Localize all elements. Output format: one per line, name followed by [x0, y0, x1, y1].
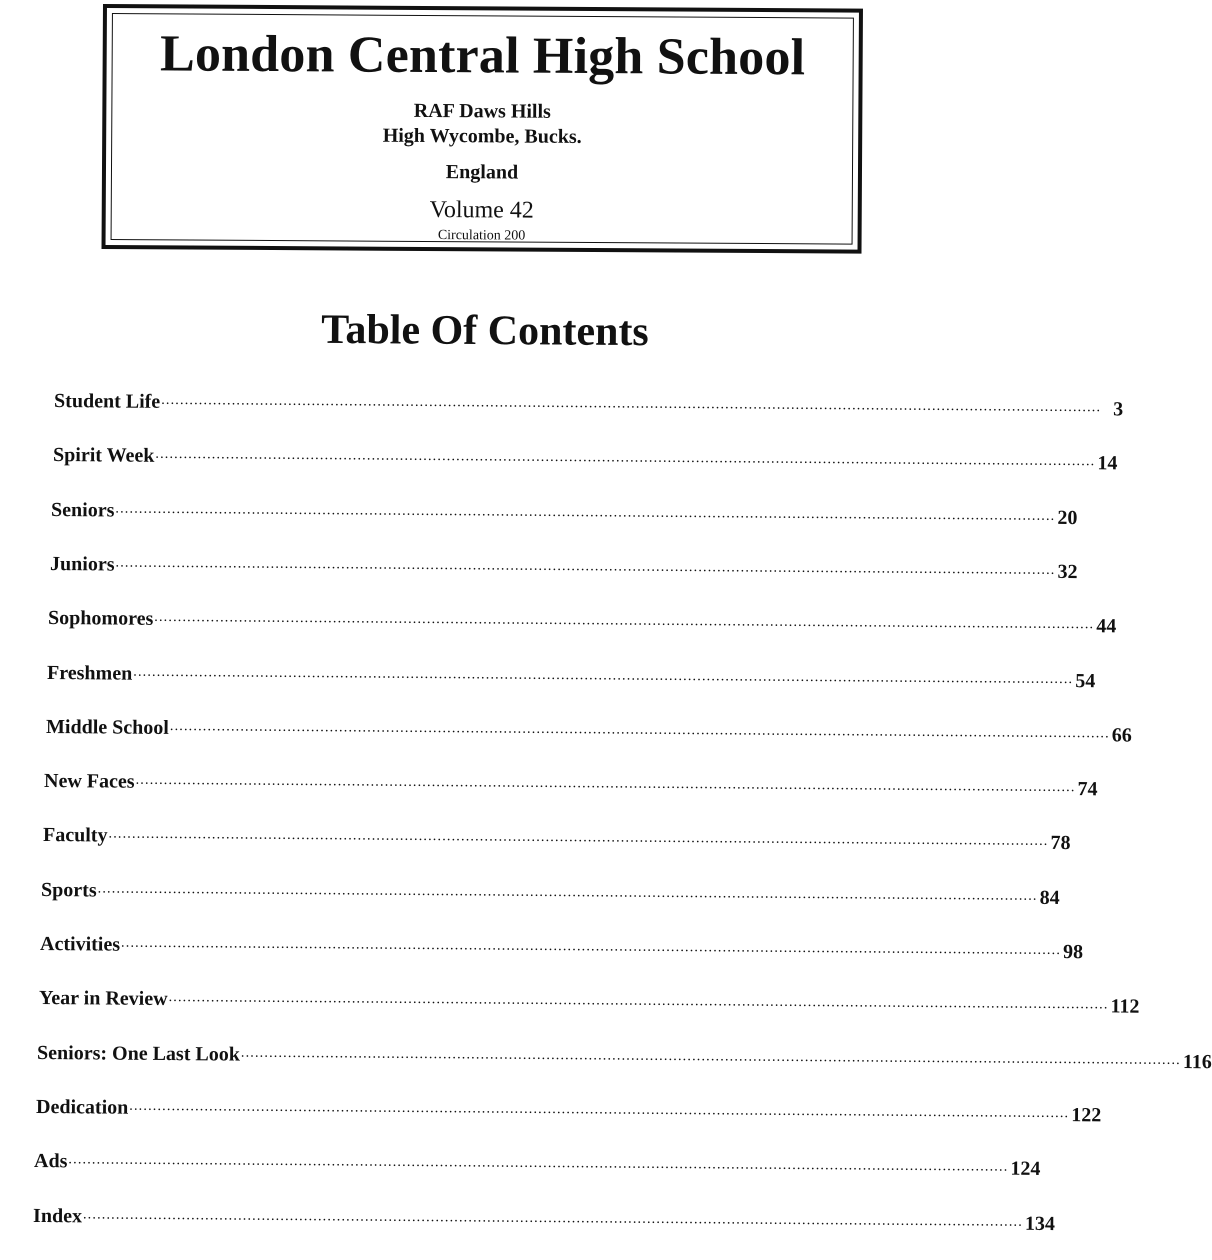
toc-entry [44, 766, 1098, 801]
toc-dot-leader: ........................................................................................................................................................................................................ [121, 935, 1062, 959]
toc-dot-leader: ........................................................................................................................................................................................................ [168, 990, 1109, 1013]
toc-entry-label: Ads [34, 1150, 68, 1173]
toc-entry-page: 44 [1096, 615, 1117, 638]
toc-entry-label: Middle School [45, 715, 169, 739]
toc-entry [47, 658, 1096, 692]
toc-dot-leader: ........................................................................................................................................................................................................ [169, 718, 1110, 742]
toc-entry-label: Seniors: One Last Look [37, 1041, 241, 1066]
toc-dot-leader: ........................................................................................................................................................................................................ [133, 664, 1074, 687]
toc-entry [33, 1201, 1056, 1235]
toc-entry [34, 1146, 1041, 1181]
toc-entry [52, 440, 1118, 475]
toc-entry-page: 66 [1111, 724, 1132, 747]
toc-entry-label: Freshmen [47, 661, 133, 685]
toc-entry-page: 98 [1062, 941, 1084, 964]
toc-dot-leader: ........................................................................................................................................................................................................ [241, 1045, 1182, 1068]
circulation: Circulation 200 [437, 228, 526, 244]
toc-entry-label: Faculty [42, 824, 108, 847]
toc-entry-label: Spirit Week [52, 444, 155, 468]
toc-entry-label: Dedication [35, 1095, 129, 1119]
toc-entry [51, 495, 1078, 529]
toc-entry-label: Seniors [51, 498, 115, 522]
toc-title: Table Of Contents [321, 306, 649, 356]
toc-entry [38, 983, 1140, 1018]
volume: Volume 42 [429, 196, 534, 224]
toc-entry-page: 78 [1050, 832, 1071, 855]
address-line-1: RAF Daws Hills [413, 99, 551, 123]
toc-entry-page: 3 [1113, 398, 1124, 421]
toc-dot-leader: ........................................................................................................................................................................................................ [154, 610, 1095, 633]
toc-entry [49, 549, 1078, 583]
toc-entry-page: 54 [1075, 669, 1096, 692]
toc-dot-leader: ........................................................................................................................................................................................................ [82, 1206, 1024, 1230]
toc-entry [37, 1038, 1212, 1073]
country: England [445, 161, 519, 184]
toc-entry [48, 603, 1117, 638]
toc-entry-page: 14 [1096, 452, 1118, 475]
toc-entry [45, 712, 1132, 747]
toc-entry-label: Sports [41, 878, 98, 902]
toc-entry [35, 1092, 1102, 1127]
school-name: London Central High School [159, 25, 806, 87]
toc-dot-leader: ........................................................................................................................................................................................................ [129, 1098, 1070, 1122]
toc-entry-label: Student Life [54, 390, 161, 413]
toc-dot-leader: ........................................................................................................................................................................................................ [98, 881, 1039, 904]
toc-entry-label: Juniors [49, 552, 115, 576]
toc-entry-page: 122 [1070, 1104, 1102, 1127]
toc-entry [54, 386, 1124, 421]
toc-dot-leader: ........................................................................................................................................................................................................ [154, 447, 1096, 470]
toc-entry-label: Index [33, 1204, 83, 1227]
toc-entry-page: 84 [1039, 886, 1061, 909]
toc-entry [41, 875, 1061, 909]
address-line-2: High Wycombe, Bucks. [382, 124, 582, 148]
toc-entry-page: 20 [1057, 506, 1078, 529]
toc-entry-page: 124 [1010, 1157, 1041, 1181]
toc-entry-page: 134 [1024, 1212, 1056, 1235]
toc-entry-label: Sophomores [48, 607, 154, 631]
toc-dot-leader: ........................................................................................................................................................................................................ [161, 392, 1102, 416]
toc-entry-label: Activities [40, 933, 121, 956]
toc-entry-page: 32 [1057, 560, 1078, 583]
toc-dot-leader: ........................................................................................................................................................................................................ [115, 555, 1056, 578]
toc-dot-leader: ........................................................................................................................................................................................................ [115, 501, 1056, 524]
toc-dot-leader: ........................................................................................................................................................................................................ [108, 826, 1049, 850]
toc-entry-label: Year in Review [38, 987, 168, 1011]
toc-dot-leader: ........................................................................................................................................................................................................ [135, 772, 1076, 796]
toc-entry [42, 820, 1071, 855]
toc-entry [40, 929, 1084, 964]
toc-entry-page: 112 [1110, 995, 1140, 1018]
toc-entry-page: 74 [1077, 778, 1098, 801]
toc-dot-leader: ........................................................................................................................................................................................................ [68, 1152, 1009, 1175]
toc-entry-label: New Faces [44, 770, 135, 793]
toc-entry-page: 116 [1182, 1050, 1212, 1073]
